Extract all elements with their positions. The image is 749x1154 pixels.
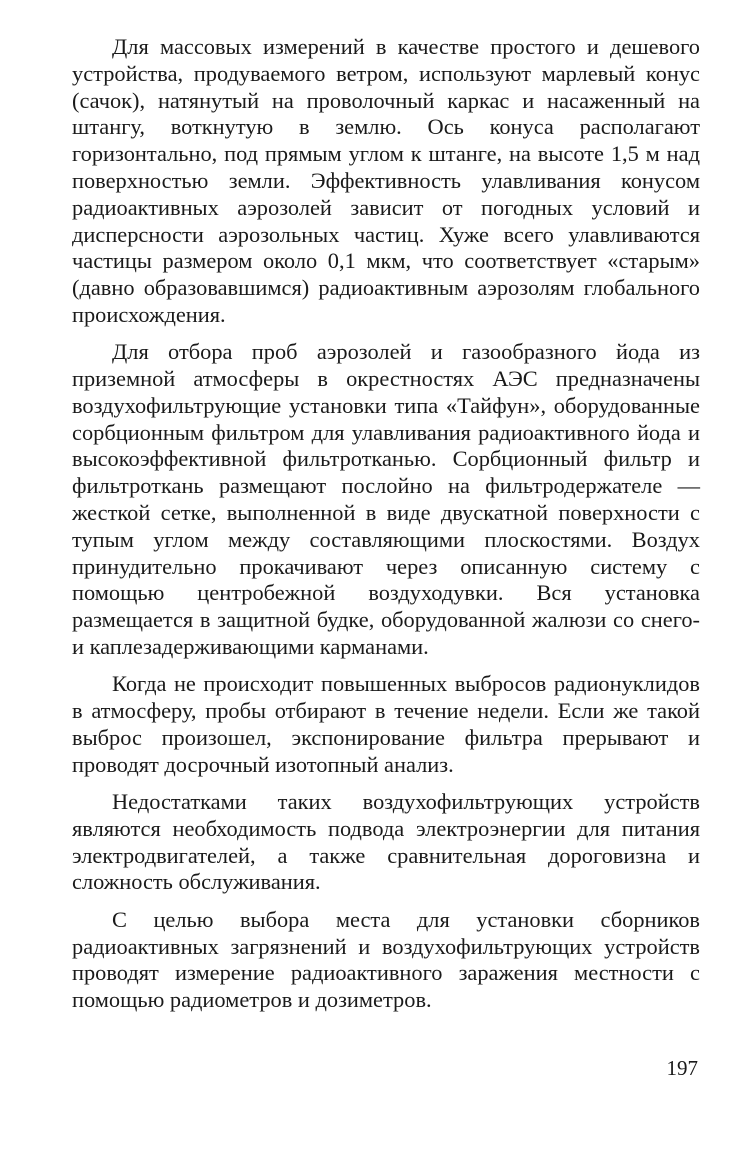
- paragraph-4: Недостатками таких воздухофильтрующих устройств являются необходимость подвода электроэнергии для питания электродвигателей, а также сравнительная дороговизна и сложность обслуживания.: [72, 789, 700, 895]
- paragraph-3: Когда не происходит повышенных выбросов радионуклидов в атмосферу, пробы отбирают в течение недели. Если же такой выброс произошел, экспонирование фильтра прерывают и проводят досрочный изотопный анализ.: [72, 671, 700, 777]
- paragraph-2: Для отбора проб аэрозолей и газообразного йода из приземной атмосферы в окрестностях АЭС предназначены воздухофильтрующие установки типа «Тайфун», оборудованные сорбционным фильтром для улавливания радиоактивного йода и высокоэффективной фильтротканью. Сорбционный фильтр и фильтроткань размещают послойно на фильтродержателе — жесткой сетке, выполненной в виде двускатной поверхности с тупым углом между составляющими плоскостями. Воздух принудительно прокачивают через описанную систему с помощью центробежной воздуходувки. Вся установка размещается в защитной будке, оборудованной жалюзи со снего- и каплезадерживающими карманами.: [72, 339, 700, 660]
- page-body: [72, 34, 700, 1024]
- page-number: 197: [666, 1056, 698, 1080]
- paragraph-5: С целью выбора места для установки сборников радиоактивных загрязнений и воздухофильтрующих устройств проводят измерение радиоактивного заражения местности с помощью радиометров и дозиметров.: [72, 906, 700, 1013]
- paragraph-1: Для массовых измерений в качестве простого и дешевого устройства, продуваемого ветром, используют марлевый конус (сачок), натянутый на проволочный каркас и насаженный на штангу, воткнутую в землю. Ось конуса располагают горизонтально, под прямым углом к штанге, на высоте 1,5 м над поверхностью земли. Эффективность улавливания конусом радиоактивных аэрозолей зависит от погодных условий и дисперсности аэрозольных частиц. Хуже всего улавливаются частицы размером около 0,1 мкм, что соответствует «старым» (давно образовавшимся) радиоактивным аэрозолям глобального происхождения.: [72, 34, 700, 327]
